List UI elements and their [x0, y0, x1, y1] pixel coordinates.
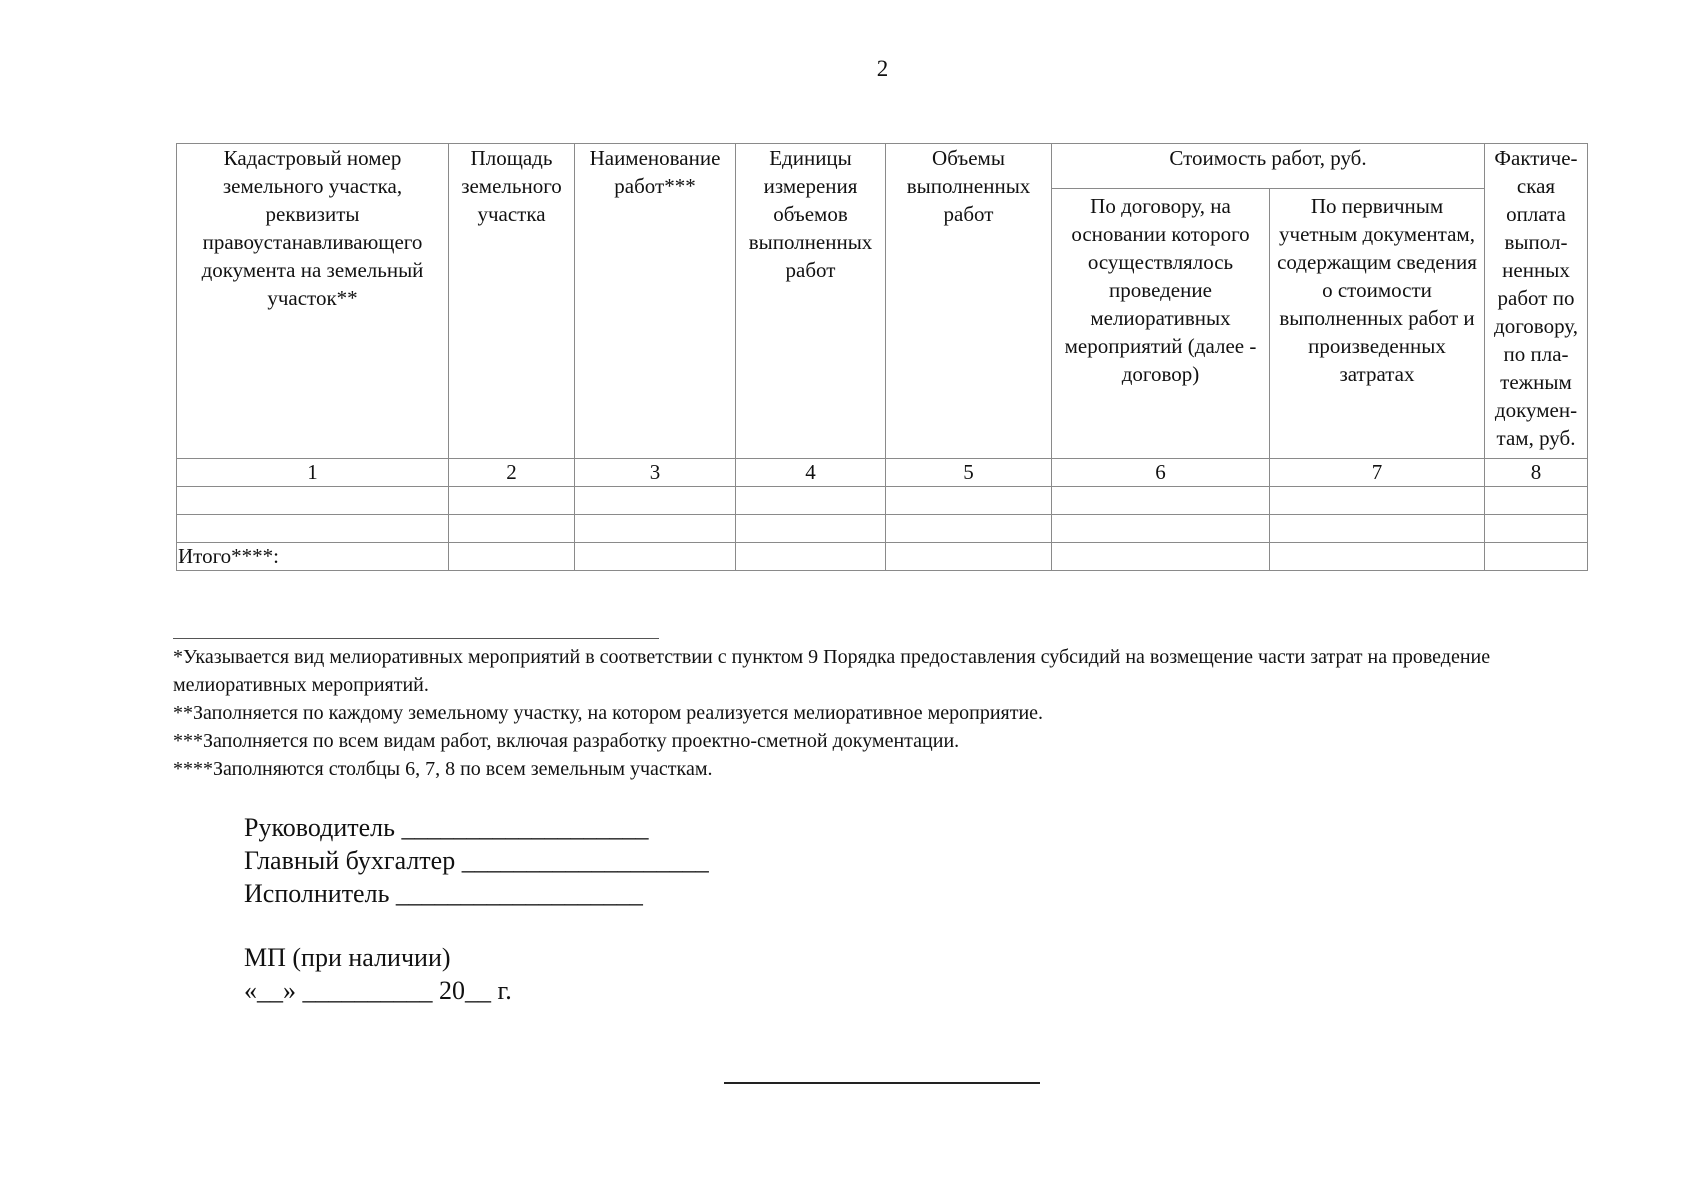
table-cell	[1485, 543, 1588, 571]
page-number: 2	[876, 56, 889, 81]
column-number: 5	[886, 459, 1052, 487]
footnote-divider	[173, 638, 659, 639]
table-cell	[886, 487, 1052, 515]
header-work-name: Наименование работ***	[575, 144, 736, 459]
column-number: 8	[1485, 459, 1588, 487]
total-row	[177, 543, 1588, 571]
header-cadastral-number: Кадастровый номер земельного участка, реквизиты правоустанавливающего документа на земельный участок**	[177, 144, 449, 459]
header-plot-area: Площадь земельного участка	[449, 144, 575, 459]
table-row	[177, 487, 1588, 515]
signature-head: Руководитель ___________________	[244, 813, 649, 842]
column-number: 6	[1052, 459, 1270, 487]
table-cell	[1485, 487, 1588, 515]
signature-executor: Исполнитель ___________________	[244, 879, 643, 908]
header-cost-group: Стоимость работ, руб.	[1052, 144, 1485, 189]
table-cell	[1270, 515, 1485, 543]
end-divider	[724, 1082, 1040, 1084]
table-cell	[1052, 487, 1270, 515]
table-cell	[736, 543, 886, 571]
header-units: Единицы измерения объемов выполненных работ	[736, 144, 886, 459]
column-number: 2	[449, 459, 575, 487]
footnote-4: ****Заполняются столбцы 6, 7, 8 по всем земельным участкам.	[173, 758, 713, 780]
table-cell	[575, 515, 736, 543]
table-cell	[1270, 487, 1485, 515]
header-cost-contract: По договору, на основании которого осуществлялось проведение мелиоративных мероприятий (далее - договор)	[1052, 189, 1270, 459]
table-cell	[886, 515, 1052, 543]
column-number: 4	[736, 459, 886, 487]
table-cell	[736, 515, 886, 543]
footnotes	[173, 643, 1593, 783]
stamp-block	[244, 941, 512, 1007]
signature-block	[244, 811, 709, 910]
table-cell	[575, 487, 736, 515]
table-cell	[449, 515, 575, 543]
footnote-3: ***Заполняется по всем видам работ, включая разработку проектно-сметной документации.	[173, 730, 960, 752]
date-line: «__» __________ 20__ г.	[244, 976, 512, 1005]
table-cell	[1485, 515, 1588, 543]
column-number: 7	[1270, 459, 1485, 487]
table-cell	[1270, 543, 1485, 571]
table-cell	[575, 543, 736, 571]
seal-note: МП (при наличии)	[244, 943, 451, 972]
table-row	[177, 515, 1588, 543]
footnote-1: *Указывается вид мелиоративных мероприятий в соответствии с пунктом 9 Порядка предоставления субсидий на возмещение части затрат на проведение мелиоративных мероприятий.	[173, 646, 1491, 696]
table-cell	[449, 543, 575, 571]
table-cell	[1052, 543, 1270, 571]
column-number: 1	[177, 459, 449, 487]
header-actual-payment: Фактиче-ская оплата выпол-ненных работ по договору, по пла-тежным докумен-там, руб.	[1485, 144, 1588, 459]
signature-accountant: Главный бухгалтер ___________________	[244, 846, 709, 875]
works-table	[176, 143, 1588, 571]
header-cost-primary-docs: По первичным учетным документам, содержащим сведения о стоимости выполненных работ и произведенных затратах	[1270, 189, 1485, 459]
header-volumes: Объемы выполненных работ	[886, 144, 1052, 459]
table-cell	[177, 515, 449, 543]
table-cell	[177, 487, 449, 515]
footnote-2: **Заполняется по каждому земельному участку, на котором реализуется мелиоративное мероприятие.	[173, 702, 1044, 724]
table-cell	[449, 487, 575, 515]
table-cell	[886, 543, 1052, 571]
table-cell	[736, 487, 886, 515]
column-number-row	[177, 459, 1588, 487]
total-label: Итого****:	[177, 543, 449, 571]
table-cell	[1052, 515, 1270, 543]
column-number: 3	[575, 459, 736, 487]
